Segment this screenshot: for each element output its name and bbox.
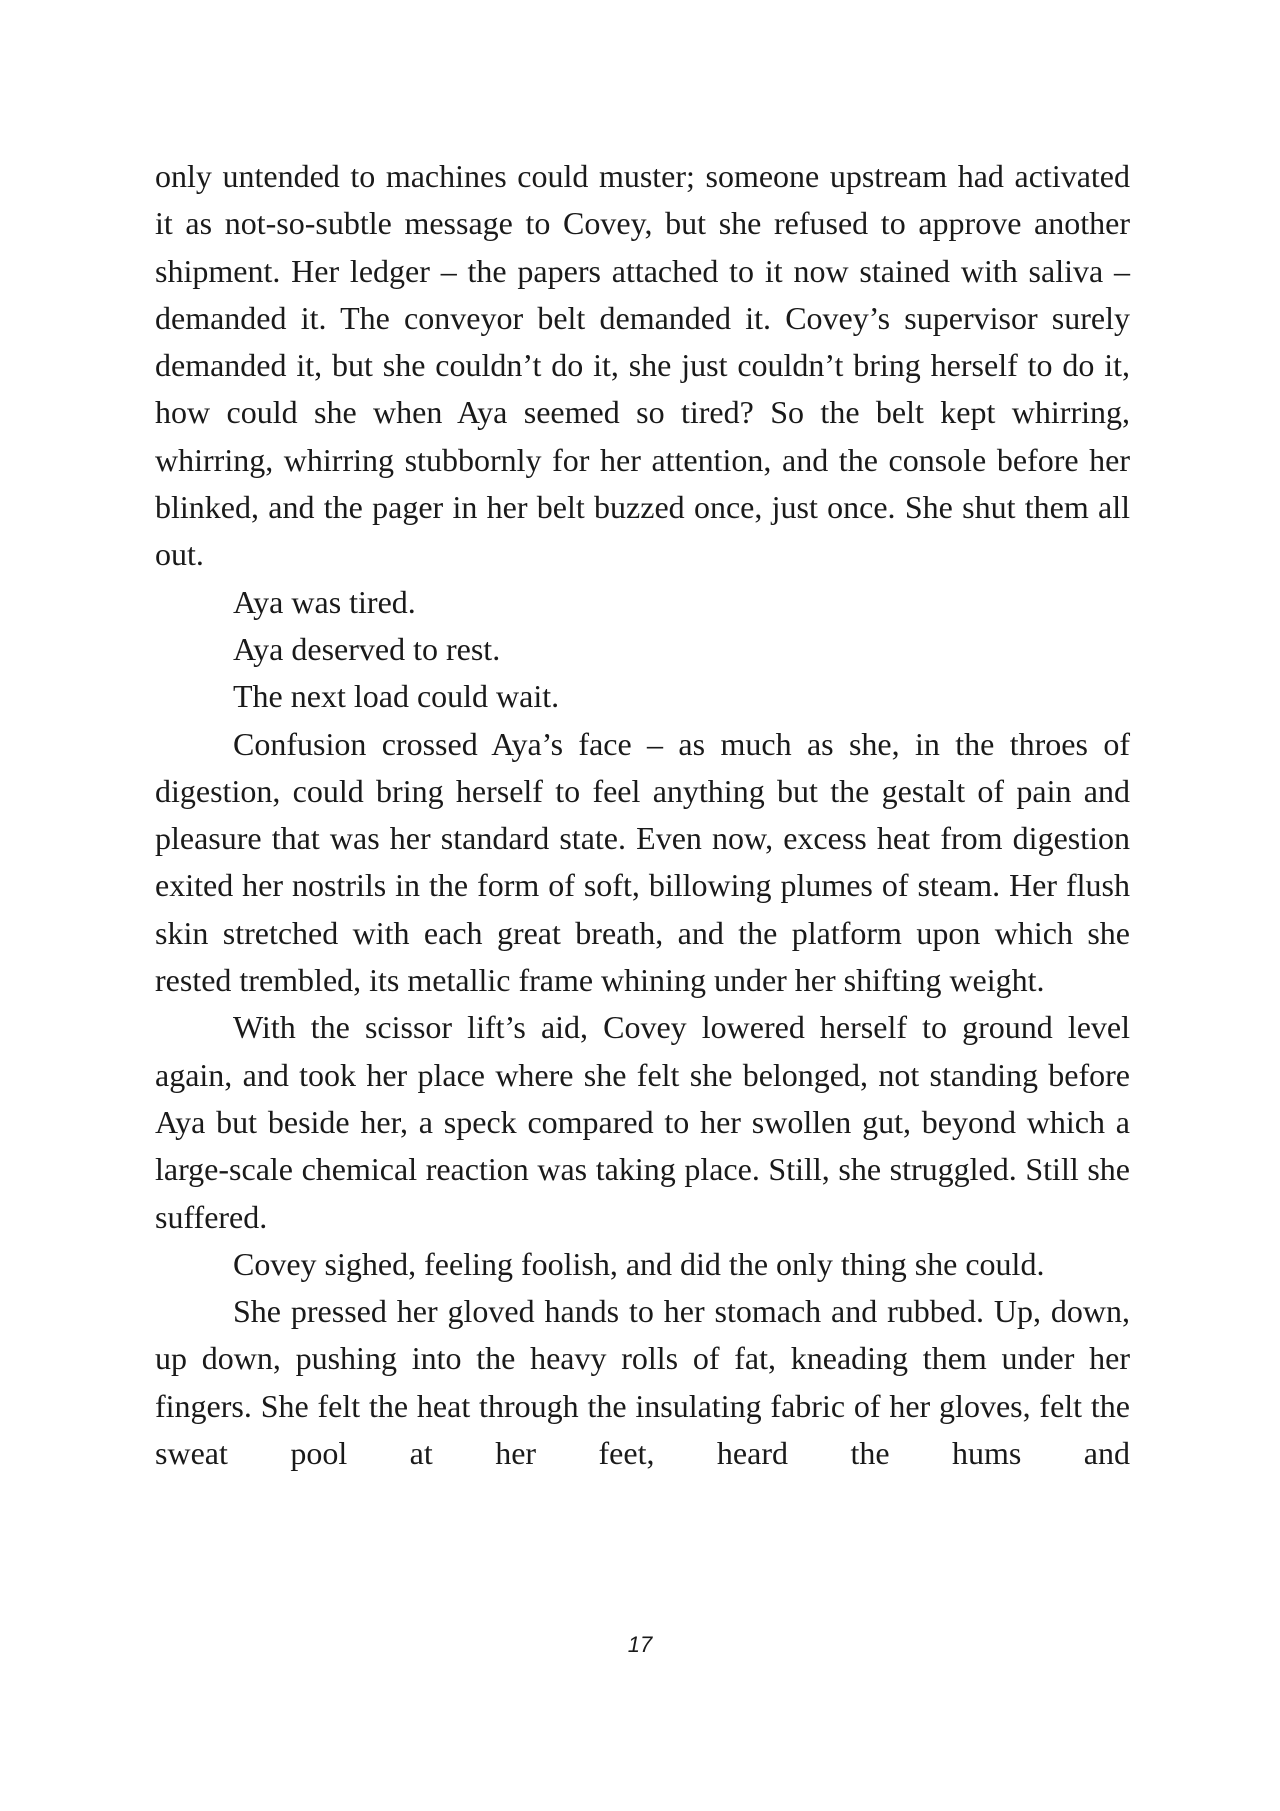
paragraph-aya-tired: Aya was tired. [233, 583, 416, 620]
paragraph-covey-sighed: Covey sighed, feeling foolish, and did the only thing she could. [233, 1245, 1045, 1282]
paragraph-continuation: only untended to machines could muster; someone upstream had activated it as not-so-subtle message to Covey, but she refused to approve another shipment. Her ledger – the papers attached to it now stained with saliva – demanded it. The conveyor belt demanded it. Covey’s supervisor surely demanded it, but she couldn’t do it, she just couldn’t bring herself to do it, how could she when Aya seemed so tired? So the belt kept whirring, whirring, whirring stubbornly for her attention, and the console before her blinked, and the pager in her belt buzzed once, just once. She shut them all out. [155, 158, 1130, 573]
paragraph-aya-rest: Aya deserved to rest. [233, 630, 501, 667]
page-number: 17 [627, 1632, 653, 1657]
paragraph-next-load: The next load could wait. [233, 678, 560, 715]
body-text [155, 153, 1130, 1477]
paragraph-confusion: Confusion crossed Aya’s face – as much as she, in the throes of digestion, could bring herself to feel anything but the gestalt of pain and pleasure that was her standard state. Even now, excess heat from digestion exited her nostrils in the form of soft, billowing plumes of steam. Her flush skin stretched with each great breath, and the platform upon which she rested trembled, its metallic frame whining under her shifting weight. [155, 725, 1130, 999]
paragraph-gloved-hands: She pressed her gloved hands to her stomach and rubbed. Up, down, up down, pushing into the heavy rolls of fat, kneading them under her fingers. She felt the heat through the insulating fabric of her gloves, felt the sweat pool at her feet, heard the hums and [155, 1293, 1130, 1472]
paragraph-scissor-lift: With the scissor lift’s aid, Covey lowered herself to ground level again, and took her place where she felt she belonged, not standing before Aya but beside her, a speck compared to her swollen gut, beyond which a large-scale chemical reaction was taking place. Still, she struggled. Still she suffered. [155, 1009, 1130, 1235]
